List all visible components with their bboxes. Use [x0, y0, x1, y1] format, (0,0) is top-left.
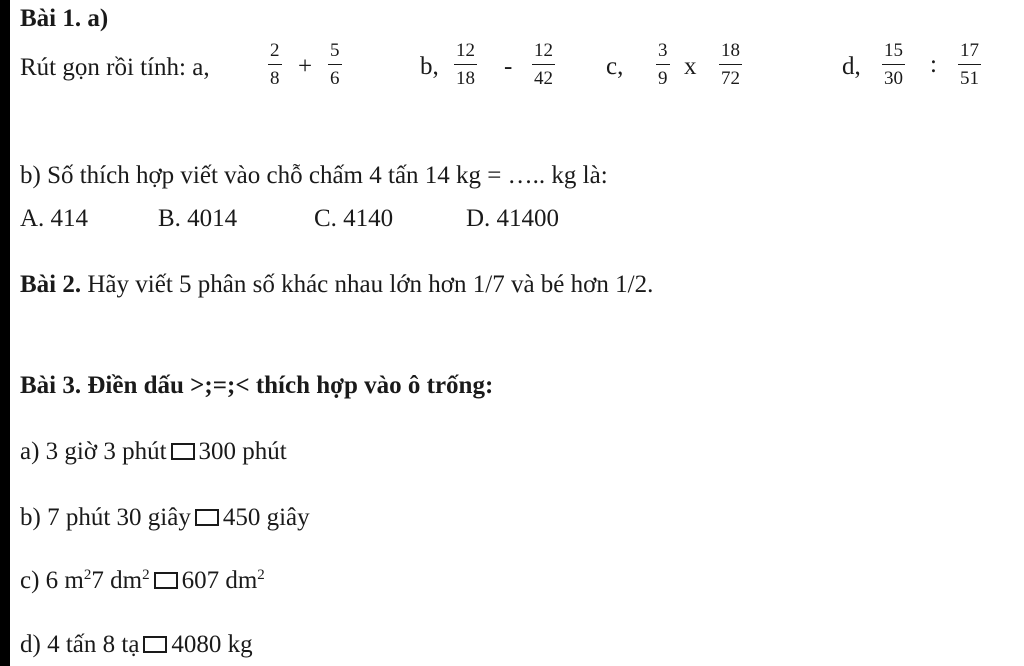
- bai3-c-right: 607 dm: [181, 567, 258, 594]
- fraction-bar: [958, 64, 981, 65]
- fraction-d1: [882, 40, 905, 90]
- bai2-question: [20, 270, 653, 300]
- bai3-item-d: [20, 630, 253, 660]
- bai1-title: Bài 1. a): [20, 5, 109, 32]
- numerator: 5: [330, 40, 340, 61]
- bai1-part-b-question: b) Số thích hợp viết vào chỗ chấm 4 tấn 14 kg = ….. kg là:: [20, 162, 608, 189]
- fraction-bar: [268, 64, 282, 65]
- numerator: 17: [960, 40, 979, 61]
- denominator: 30: [884, 68, 903, 89]
- denominator: 51: [960, 68, 979, 89]
- numerator: 12: [534, 40, 553, 61]
- fraction-c1: [656, 40, 670, 90]
- bai3-d-right: 4080 kg: [171, 631, 253, 658]
- denominator: 6: [330, 68, 340, 89]
- operator-divide: :: [930, 51, 937, 78]
- fraction-b2: [532, 40, 555, 90]
- fraction-bar: [532, 64, 555, 65]
- bai3-title: Bài 3. Điền dấu >;=;< thích hợp vào ô trống:: [20, 372, 494, 399]
- fraction-bar: [882, 64, 905, 65]
- exponent: 2: [83, 567, 92, 583]
- choice-c: C. 4140: [314, 205, 394, 232]
- bai2-text: Hãy viết 5 phân số khác nhau lớn hơn 1/7 và bé hơn 1/2.: [81, 271, 654, 298]
- answer-box-c[interactable]: [154, 572, 178, 589]
- label-d: d,: [842, 53, 861, 80]
- fraction-d2: [958, 40, 981, 90]
- operator-plus: +: [298, 53, 313, 80]
- exponent: 2: [142, 567, 150, 583]
- fraction-b1: [454, 40, 477, 90]
- fraction-bar: [719, 64, 742, 65]
- fraction-c2: [719, 40, 742, 90]
- bai3-a-left: a) 3 giờ 3 phút: [20, 438, 167, 465]
- bai2-title: Bài 2.: [20, 271, 82, 298]
- worksheet-page: [10, 0, 1024, 666]
- numerator: 12: [456, 40, 475, 61]
- denominator: 8: [270, 68, 280, 89]
- fraction-a1: [268, 40, 282, 90]
- operator-minus: -: [504, 53, 513, 80]
- bai3-c-left-prefix: c) 6 m: [20, 567, 84, 594]
- denominator: 72: [721, 68, 740, 89]
- answer-box-b[interactable]: [195, 509, 219, 526]
- bai3-a-right: 300 phút: [198, 438, 287, 465]
- denominator: 42: [534, 68, 553, 89]
- numerator: 2: [270, 40, 280, 61]
- numerator: 15: [884, 40, 903, 61]
- denominator: 9: [658, 68, 668, 89]
- operator-times: x: [684, 53, 697, 80]
- answer-box-a[interactable]: [171, 443, 195, 460]
- choice-a: A. 414: [20, 205, 89, 232]
- bai3-d-left: d) 4 tấn 8 tạ: [20, 631, 140, 658]
- choice-d: D. 41400: [466, 205, 560, 232]
- bai1-prompt: Rút gọn rồi tính: a,: [20, 54, 210, 81]
- fraction-bar: [454, 64, 477, 65]
- fraction-bar: [656, 64, 670, 65]
- answer-box-d[interactable]: [143, 636, 167, 653]
- bai3-item-c: [20, 566, 265, 596]
- bai3-item-b: [20, 503, 310, 533]
- label-c: c,: [606, 53, 624, 80]
- exponent: 2: [257, 567, 265, 583]
- bai3-b-left: b) 7 phút 30 giây: [20, 504, 191, 531]
- label-b: b,: [420, 53, 439, 80]
- bai3-item-a: [20, 437, 287, 467]
- fraction-bar: [328, 64, 342, 65]
- bai3-c-left-mid: 7 dm: [91, 567, 143, 594]
- numerator: 18: [721, 40, 740, 61]
- denominator: 18: [456, 68, 475, 89]
- numerator: 3: [658, 40, 668, 61]
- choice-b: B. 4014: [158, 205, 238, 232]
- fraction-a2: [328, 40, 342, 90]
- bai3-b-right: 450 giây: [222, 504, 310, 531]
